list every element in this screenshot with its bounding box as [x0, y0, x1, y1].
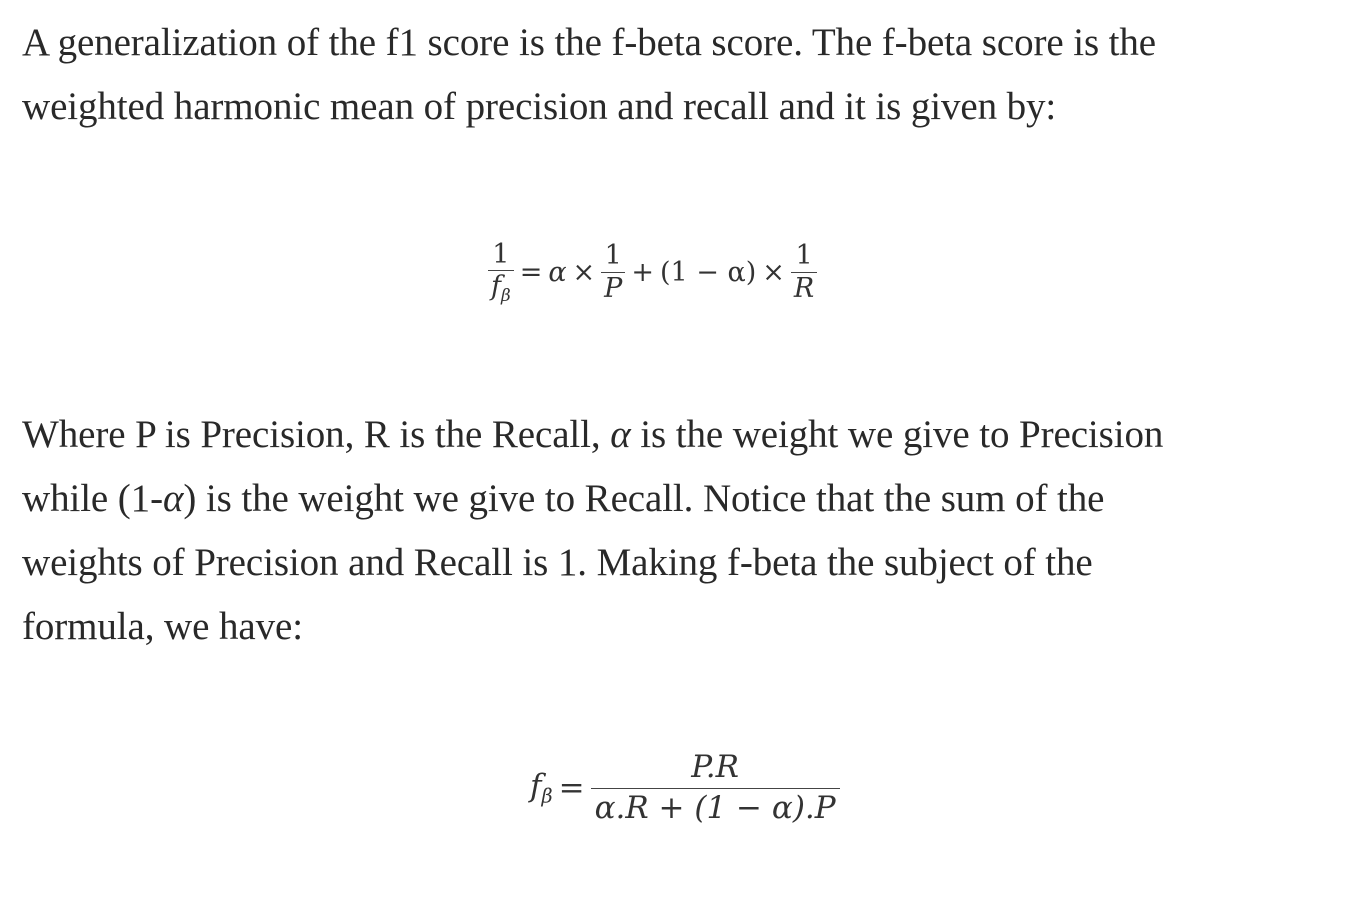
f-beta-harmonic-formula [488, 222, 817, 322]
explanation-line-2 [22, 467, 1332, 531]
alpha-symbol: α [610, 413, 631, 456]
explanation-line-3: weights of Precision and Recall is 1. Making f-beta the subject of the [22, 541, 1093, 584]
equals-sign: = [519, 256, 543, 288]
beta-subscript: β [541, 784, 553, 808]
lhs-denominator [488, 271, 514, 305]
f-symbol: f [530, 768, 542, 805]
intro-line-2: weighted harmonic mean of precision and recall and it is given by: [22, 85, 1057, 128]
equals-sign: = [558, 770, 585, 806]
beta-subscript: β [501, 284, 511, 305]
recall-numerator: 1 [795, 240, 813, 272]
one-minus-alpha-term: (1 − α) [659, 256, 757, 288]
explanation-line-1 [22, 403, 1332, 467]
recall-denominator: R [793, 272, 815, 304]
precision-denominator: P [604, 272, 623, 304]
plus-sign: + [631, 256, 654, 288]
rhs-fraction [591, 748, 840, 828]
explanation-paragraph [22, 403, 1332, 659]
f-beta-solved-formula [530, 738, 840, 838]
text-run: while (1- [22, 477, 163, 520]
times-sign: × [572, 256, 596, 288]
text-run: is the weight we give to Precision [630, 413, 1164, 456]
lhs-f-beta [530, 768, 553, 808]
rhs-denominator: α.R + (1 − α).P [594, 789, 836, 826]
text-run: ) is the weight we give to Recall. Notice that the sum of the [183, 477, 1105, 520]
intro-paragraph [22, 11, 1332, 139]
alpha-symbol: α [548, 256, 567, 288]
recall-fraction [791, 240, 817, 303]
f-symbol: f [491, 270, 501, 302]
text-run: Where P is Precision, R is the Recall, [22, 413, 611, 456]
alpha-symbol: α [162, 477, 184, 520]
precision-fraction [601, 240, 625, 303]
rhs-numerator: P.R [691, 748, 739, 785]
intro-line-1: A generalization of the f1 score is the f-beta score. The f-beta score is the [22, 21, 1157, 64]
times-sign-2: × [762, 256, 785, 288]
explanation-line-4: formula, we have: [22, 605, 303, 648]
lhs-numerator: 1 [492, 238, 510, 270]
lhs-fraction [488, 239, 514, 305]
precision-numerator: 1 [604, 240, 622, 272]
